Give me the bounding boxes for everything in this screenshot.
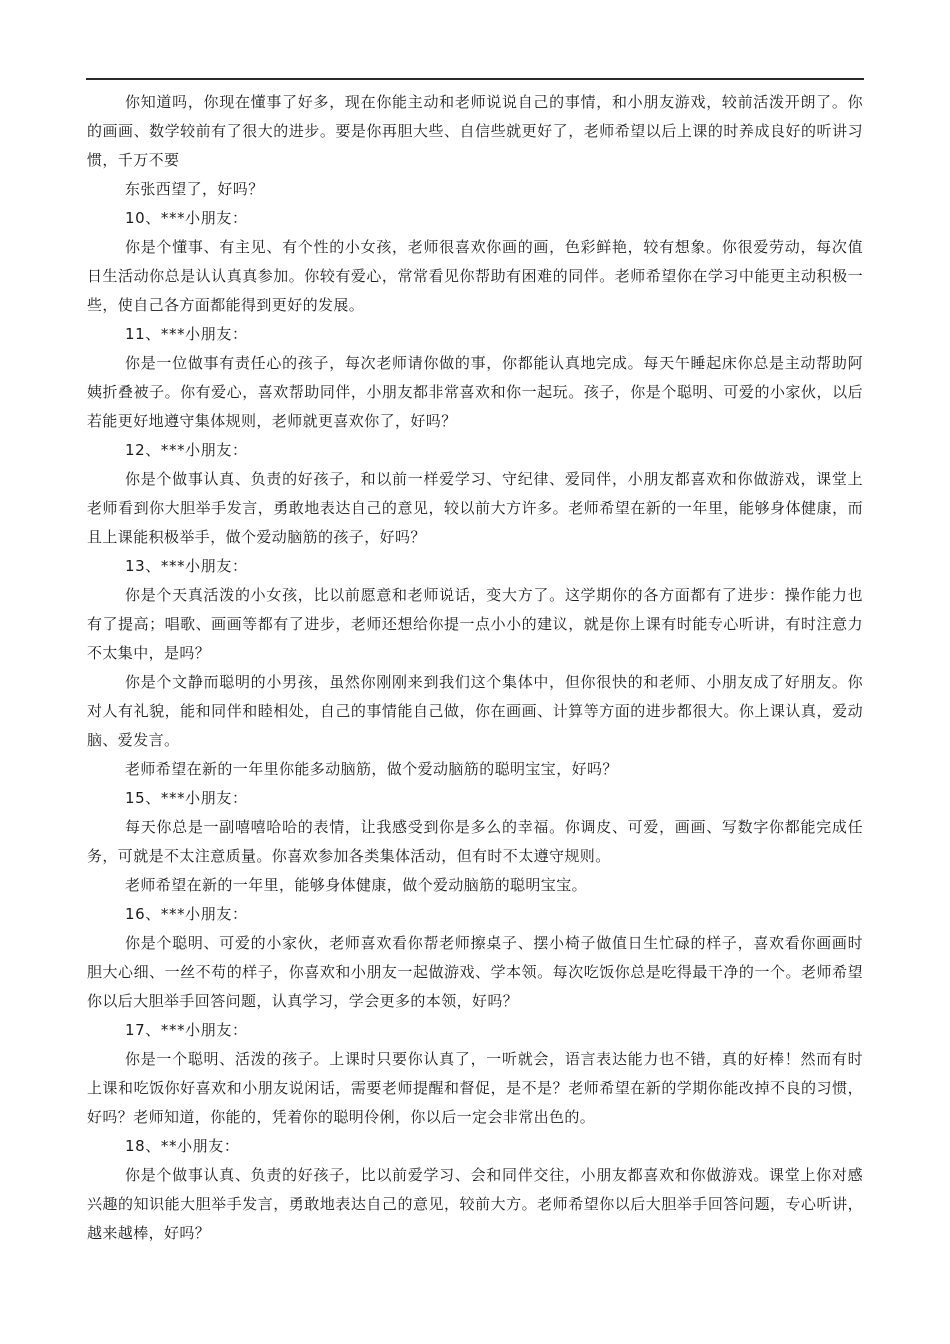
- comment-paragraph: 东张西望了，好吗？: [125, 180, 264, 198]
- comment-paragraph: 你是一个聪明、活泼的孩子。上课时只要你认真了，一听就会，语言表达能力也不错，真的好棒！然而有时上课和吃饭你好喜欢和小朋友说闲话，需要老师提醒和督促，是不是？老师希望在新的学期你能改掉不良的习惯，好吗？老师知道，你能的，凭着你的聪明伶俐，你以后一定会非常出色的。: [87, 1050, 863, 1126]
- comment-paragraph: 老师希望在新的一年里，能够身体健康，做个爱动脑筋的聪明宝宝。: [125, 876, 588, 894]
- comment-paragraph: 老师希望在新的一年里你能多动脑筋，做个爱动脑筋的聪明宝宝，好吗？: [125, 760, 618, 778]
- student-heading: 11、***小朋友：: [125, 325, 248, 343]
- student-heading: 12、***小朋友：: [125, 441, 248, 459]
- comment-paragraph: 你是个天真活泼的小女孩，比以前愿意和老师说话，变大方了。这学期你的各方面都有了进步：操作能力也有了提高；唱歌、画画等都有了进步，老师还想给你提一点小小的建议，就是你上课有时能专心听讲，有时注意力不太集中，是吗？: [87, 586, 863, 662]
- document-body: [87, 88, 863, 1248]
- comment-paragraph: 你是个懂事、有主见、有个性的小女孩，老师很喜欢你画的画，色彩鲜艳，较有想象。你很爱劳动，每次值日生活动你总是认认真真参加。你较有爱心，常常看见你帮助有困难的同伴。老师希望你在学习中能更主动积极一些，使自己各方面都能得到更好的发展。: [87, 238, 863, 314]
- student-heading: 16、***小朋友：: [125, 905, 248, 923]
- student-heading: 17、***小朋友：: [125, 1021, 248, 1039]
- comment-paragraph: 每天你总是一副嘻嘻哈哈的表情，让我感受到你是多么的幸福。你调皮、可爱，画画、写数字你都能完成任务，可就是不太注意质量。你喜欢参加各类集体活动，但有时不太遵守规则。: [87, 818, 863, 865]
- student-heading: 18、**小朋友：: [125, 1137, 240, 1155]
- comment-paragraph: 你是个做事认真、负责的好孩子，和以前一样爱学习、守纪律、爱同伴，小朋友都喜欢和你做游戏，课堂上老师看到你大胆举手发言，勇敢地表达自己的意见，较以前大方许多。老师希望在新的一年里，能够身体健康，而且上课能积极举手，做个爱动脑筋的孩子，好吗？: [87, 470, 863, 546]
- comment-paragraph: 你是个聪明、可爱的小家伙，老师喜欢看你帮老师擦桌子、摆小椅子做值日生忙碌的样子，喜欢看你画画时胆大心细、一丝不苟的样子，你喜欢和小朋友一起做游戏、学本领。每次吃饭你总是吃得最干净的一个。老师希望你以后大胆举手回答问题，认真学习，学会更多的本领，好吗？: [87, 934, 863, 1010]
- comment-paragraph: 你知道吗，你现在懂事了好多，现在你能主动和老师说说自己的事情，和小朋友游戏，较前活泼开朗了。你的画画、数学较前有了很大的进步。要是你再胆大些、自信些就更好了，老师希望以后上课的时养成良好的听讲习惯，千万不要: [87, 93, 863, 169]
- comment-paragraph: 你是个做事认真、负责的好孩子，比以前爱学习、会和同伴交往，小朋友都喜欢和你做游戏。课堂上你对感兴趣的知识能大胆举手发言，勇敢地表达自己的意见，较前大方。老师希望你以后大胆举手回答问题，专心听讲，越来越棒，好吗？: [87, 1166, 863, 1242]
- student-heading: 13、***小朋友：: [125, 557, 248, 575]
- comment-paragraph: 你是一位做事有责任心的孩子，每次老师请你做的事，你都能认真地完成。每天午睡起床你总是主动帮助阿姨折叠被子。你有爱心，喜欢帮助同伴，小朋友都非常喜欢和你一起玩。孩子，你是个聪明、可爱的小家伙，以后若能更好地遵守集体规则，老师就更喜欢你了，好吗？: [87, 354, 863, 430]
- student-heading: 10、***小朋友：: [125, 209, 248, 227]
- header-rule: [86, 78, 864, 80]
- comment-paragraph: 你是个文静而聪明的小男孩，虽然你刚刚来到我们这个集体中，但你很快的和老师、小朋友成了好朋友。你对人有礼貌，能和同伴和睦相处，自己的事情能自己做，你在画画、计算等方面的进步都很大。你上课认真，爱动脑、爱发言。: [87, 673, 863, 749]
- student-heading: 15、***小朋友：: [125, 789, 248, 807]
